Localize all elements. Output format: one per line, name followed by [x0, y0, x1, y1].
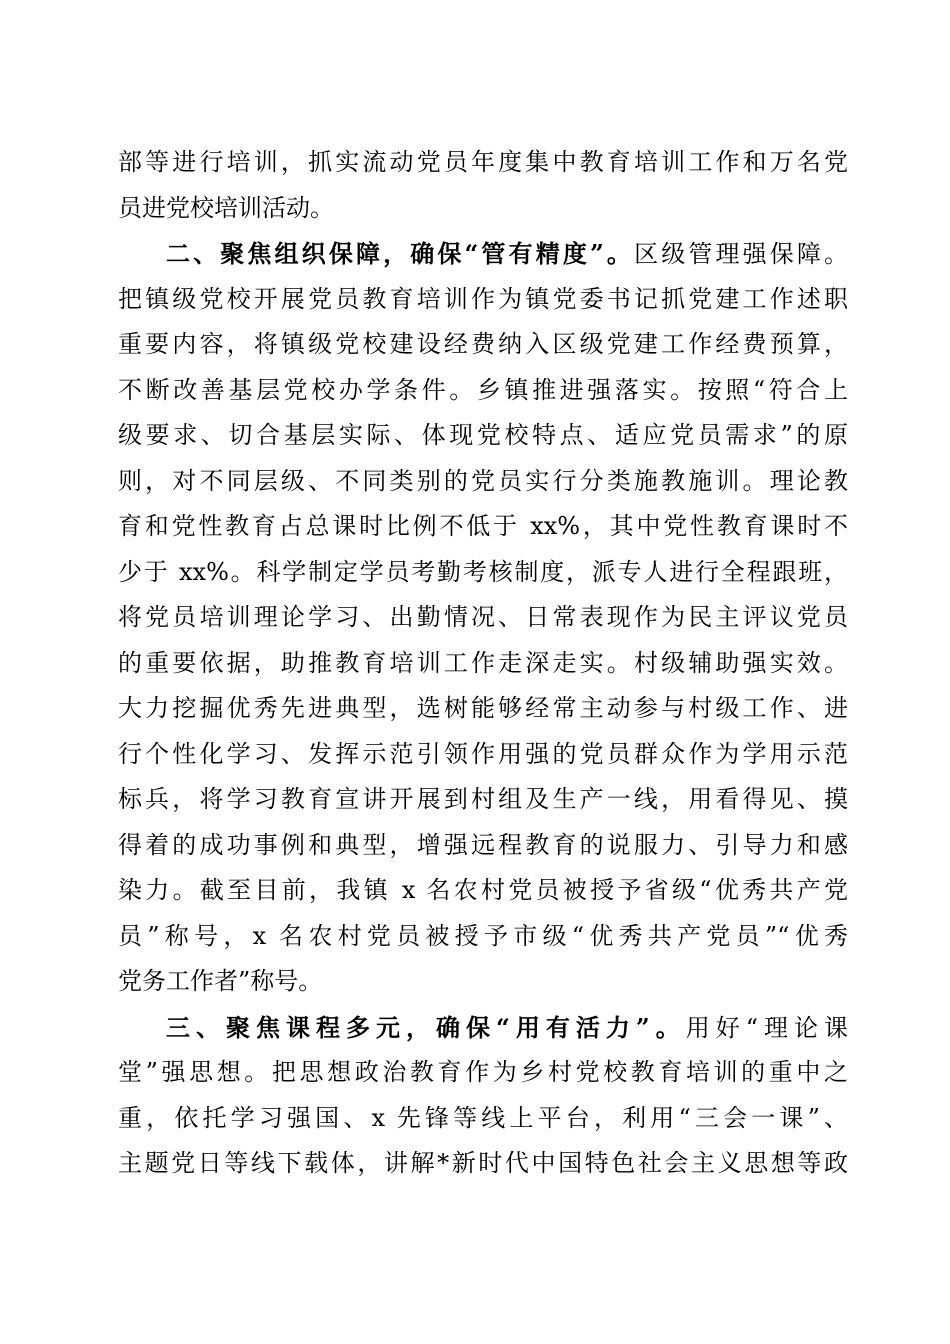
document-body [118, 140, 848, 1187]
body-line: 得着的成功事例和典型，增强远程教育的说服力、引导力和感 [118, 830, 848, 859]
body-line: 重要内容，将镇级党校建设经费纳入区级党建工作经费预算， [118, 330, 848, 358]
body-line: 堂”强思想。把思想政治教育作为乡村党校教育培训的重中之 [118, 1058, 848, 1086]
body-line: 部等进行培训，抓实流动党员年度集中教育培训工作和万名党 [118, 148, 848, 176]
body-line: 少于 xx%。科学制定学员考勤考核制度，派专人进行全程跟班， [118, 557, 848, 586]
body-line: 员进党校培训活动。 [118, 193, 334, 222]
body-text: 区级管理强保障。 [634, 240, 848, 268]
body-text: 用好“理论课 [685, 1013, 848, 1042]
section-heading-three: 三、聚焦课程多元，确保“用有活力”。 [166, 1012, 686, 1042]
body-line: 主题党日等线下载体，讲解*新时代中国特色社会主义思想等政 [118, 1149, 848, 1177]
body-line: 大力挖掘优秀先进典型，选树能够经常主动参与村级工作、进 [118, 694, 848, 722]
body-line: 重，依托学习强国、x 先锋等线上平台，利用“三会一课”、 [118, 1103, 848, 1132]
body-line: 则，对不同层级、不同类别的党员实行分类施教施训。理论教 [118, 466, 848, 495]
body-line: 不断改善基层党校办学条件。乡镇推进强落实。按照“符合上 [118, 375, 848, 404]
body-line: 行个性化学习、发挥示范引领作用强的党员群众作为学用示范 [118, 739, 848, 768]
body-line: 把镇级党校开展党员教育培训作为镇党委书记抓党建工作述职 [118, 284, 848, 313]
body-line: 标兵，将学习教育宣讲开展到村组及生产一线，用看得见、摸 [118, 785, 848, 813]
body-line: 将党员培训理论学习、出勤情况、日常表现作为民主评议党员 [118, 603, 848, 631]
body-line: 员”称号，x 名农村党员被授予市级“优秀共产党员”“优秀 [118, 921, 848, 950]
body-line: 的重要依据，助推教育培训工作走深走实。村级辅助强实效。 [118, 648, 848, 677]
body-line: 育和党性教育占总课时比例不低于 xx%，其中党性教育课时不 [118, 512, 848, 540]
body-line: 级要求、切合基层实际、体现党校特点、适应党员需求”的原 [118, 421, 848, 449]
section-heading-two: 二、聚焦组织保障，确保“管有精度”。 [166, 239, 635, 268]
section-two-first-line [118, 231, 848, 277]
body-line: 党务工作者”称号。 [118, 967, 323, 995]
section-three-first-line [118, 1005, 848, 1051]
body-line: 染力。截至目前，我镇 x 名农村党员被授予省级“优秀共产党 [118, 876, 848, 904]
